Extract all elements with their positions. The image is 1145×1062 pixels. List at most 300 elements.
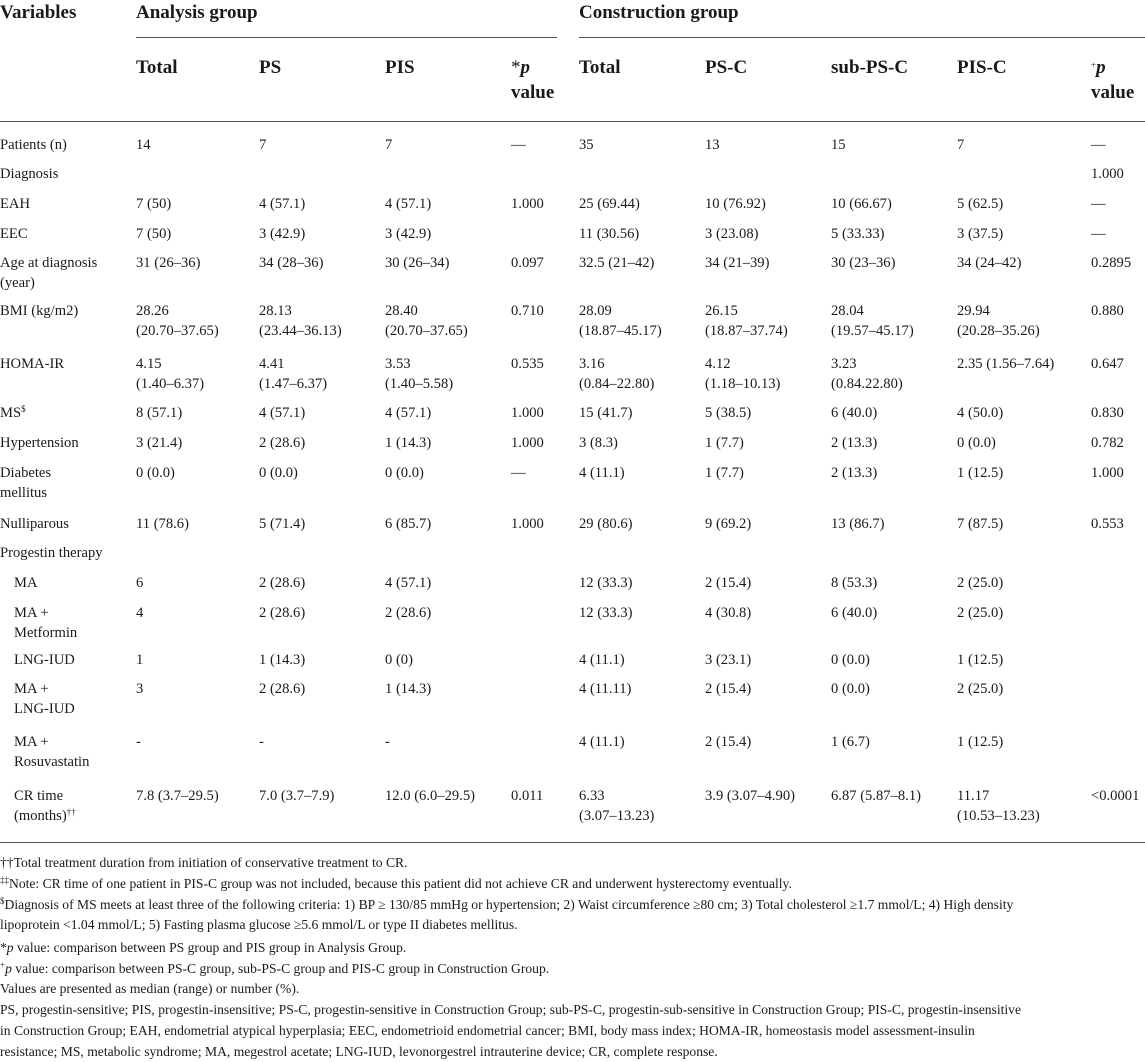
row-label [0, 404, 26, 424]
table-cell [511, 434, 544, 454]
table-cell [136, 136, 151, 156]
header-construction-group: Construction group [579, 2, 739, 23]
footnote-abbreviations-2: in Construction Group; EAH, endometrial atypical hyperplasia; EEC, endometrioid endometrial cancer; BMI, body mass index; HOMA-IR, homeostasis model assessment-insulin [0, 1023, 975, 1038]
row-label [0, 165, 58, 185]
table-cell [136, 733, 141, 753]
row-label-footnote-mark: †† [66, 806, 76, 817]
table-bottom-rule [0, 842, 1145, 843]
table-cell-line: 0 (0.0) [385, 465, 424, 481]
table-cell [1091, 464, 1124, 484]
table-cell-line: 0.830 [1091, 405, 1124, 421]
table-cell [136, 302, 219, 341]
table-cell [385, 651, 413, 671]
table-cell [579, 651, 625, 671]
footnote-abbreviations-1: PS, progestin-sensitive; PIS, progestin-insensitive; PS-C, progestin-sensitive in Construction Group; sub-PS-C, progestin-sub-sensitive in Construction Group; PIS-C, progestin-insensitive [0, 1002, 1022, 1017]
table-cell [136, 787, 219, 807]
table-cell [136, 604, 143, 624]
table-cell-line: 2 (13.3) [831, 465, 878, 481]
row-label-line: HOMA-IR [0, 356, 65, 372]
table-cell [385, 302, 468, 341]
row-label-line: Progestin therapy [0, 545, 103, 561]
table-cell [957, 574, 1003, 594]
table-cell-line: — [511, 137, 526, 153]
table-cell-line: 3 (23.1) [705, 652, 752, 668]
table-cell-line: 4 (11.1) [579, 652, 625, 668]
table-cell-line: 1.000 [511, 435, 544, 451]
header-variables: Variables [0, 2, 77, 23]
table-cell [136, 464, 175, 484]
row-label-line: CR time [14, 788, 64, 804]
table-cell [831, 733, 870, 753]
table-cell [385, 136, 392, 156]
footnote-p-construction: +p value: comparison between PS-C group, sub-PS-C group and PIS-C group in Construction Group. [0, 960, 550, 976]
footnote-ms-criteria: $Diagnosis of MS meets at least three of the following criteria: 1) BP ≥ 130/85 mmHg or hypertension; 2) Waist circumference ≥80 cm; 3) Total cholesterol ≥1.7 mmol/L; 4) High density [0, 896, 1014, 912]
table-cell-line: 0.710 [511, 303, 544, 319]
table-cell-line: 8 (57.1) [136, 405, 183, 421]
table-cell [957, 604, 1003, 624]
table-cell-line: 11.17 [957, 788, 990, 804]
row-label [0, 302, 78, 322]
table-cell-line: 6 (85.7) [385, 516, 432, 532]
table-cell-line: 7 [957, 137, 965, 153]
table-cell [957, 515, 1003, 535]
row-label [0, 434, 79, 454]
row-label-line: MS$ [0, 404, 26, 421]
table-cell-line: 29 (80.6) [579, 516, 633, 532]
row-label-line: Age at diagnosis [0, 255, 98, 271]
col-p-construction: +p [1091, 57, 1106, 78]
table-cell [259, 787, 334, 807]
table-cell [259, 680, 305, 700]
table-cell [511, 195, 544, 215]
table-cell-line: 2 (13.3) [831, 435, 878, 451]
table-cell-line: (0.84–22.80) [579, 375, 655, 392]
table-cell-line: 4 [136, 605, 144, 621]
table-cell-line: 1 (12.5) [957, 652, 1004, 668]
table-cell [579, 733, 625, 753]
table-cell-line: 3.23 [831, 356, 857, 372]
row-label-line: MA + [14, 734, 49, 750]
table-cell-line: 1 (12.5) [957, 465, 1004, 481]
footnote-p-analysis: *p value: comparison between PS group and PIS group in Analysis Group. [0, 940, 407, 955]
row-label-footnote-mark: $ [21, 404, 26, 414]
col-total-analysis: Total [136, 57, 178, 78]
table-cell-line: 7 (50) [136, 196, 172, 212]
table-cell-line: (1.47–6.37) [259, 375, 328, 392]
table-cell [705, 434, 744, 454]
table-cell-line: 4 (11.11) [579, 681, 632, 697]
table-cell-line: 3 (23.08) [705, 226, 759, 242]
table-cell-line: 2 (28.6) [259, 575, 306, 591]
table-cell [259, 434, 305, 454]
table-cell-line: 1 (6.7) [831, 734, 870, 750]
table-cell-line: 3 [136, 681, 144, 697]
table-cell [511, 302, 544, 322]
table-cell-line: 0 (0.0) [831, 681, 870, 697]
table-cell [957, 302, 1040, 341]
row-label [14, 574, 38, 594]
table-cell [385, 434, 431, 454]
table-cell [259, 225, 305, 245]
table-cell-line: 0.647 [1091, 356, 1124, 372]
table-cell-line: 2 (28.6) [385, 605, 432, 621]
table-cell [511, 787, 543, 807]
table-cell [831, 464, 877, 484]
table-cell-line: 12.0 (6.0–29.5) [385, 788, 475, 804]
table-cell-line: 13 [705, 137, 720, 153]
table-cell-line: 14 [136, 137, 151, 153]
table-cell-line: 4 (50.0) [957, 405, 1004, 421]
table-cell [136, 680, 143, 700]
table-cell-line: 4 (11.1) [579, 734, 625, 750]
table-cell-line: (19.57–45.17) [831, 322, 914, 339]
table-cell-line: 6.33 [579, 788, 605, 804]
table-cell-line: (18.87–45.17) [579, 322, 662, 339]
table-cell-line: (0.84.22.80) [831, 375, 903, 392]
header-bottom-rule [0, 121, 1145, 122]
table-cell-line: 28.13 [259, 303, 292, 319]
table-cell [705, 254, 769, 274]
construction-group-underline [579, 37, 1145, 38]
table-cell-line: 3 (42.9) [259, 226, 306, 242]
table-cell [136, 355, 204, 394]
analysis-group-underline [136, 37, 557, 38]
table-cell-line: (1.18–10.13) [705, 375, 781, 392]
col-p-analysis: *p [511, 57, 530, 78]
table-cell [705, 651, 751, 671]
row-label-line: (year) [0, 274, 35, 291]
table-cell [511, 464, 526, 484]
footnote-cr-time: ††Total treatment duration from initiation of conservative treatment to CR. [0, 855, 408, 870]
table-cell-line: 1 [136, 652, 144, 668]
table-cell-line: 0 (0.0) [831, 652, 870, 668]
table-cell-line: 15 [831, 137, 846, 153]
table-cell [579, 680, 631, 700]
table-cell [136, 195, 171, 215]
table-cell-line: 6 (40.0) [831, 405, 878, 421]
table-cell [259, 136, 266, 156]
table-cell [831, 225, 885, 245]
table-cell [705, 733, 751, 753]
table-cell-line: — [1091, 226, 1106, 242]
table-cell-line: 1.000 [1091, 166, 1124, 182]
table-cell [705, 604, 751, 624]
table-cell-line: 1 (14.3) [385, 681, 432, 697]
table-cell-line: 4 (30.8) [705, 605, 752, 621]
table-cell-line: 2 (25.0) [957, 575, 1004, 591]
table-cell [259, 574, 305, 594]
row-label-line: Hypertension [0, 435, 79, 451]
table-cell-line: 0 (0.0) [957, 435, 996, 451]
table-cell [831, 434, 877, 454]
col-sub-ps-c: sub-PS-C [831, 57, 909, 78]
table-cell-line: 28.40 [385, 303, 418, 319]
table-cell-line: 0.782 [1091, 435, 1124, 451]
table-cell-line: 12 (33.3) [579, 605, 633, 621]
table-cell [385, 515, 431, 535]
table-cell-line: 1.000 [511, 196, 544, 212]
table-cell-line: 1.000 [511, 516, 544, 532]
table-cell-line: 25 (69.44) [579, 196, 640, 212]
table-cell [136, 515, 189, 535]
table-cell-line: 12 (33.3) [579, 575, 633, 591]
table-cell [705, 195, 766, 215]
table-cell-line: 1 (12.5) [957, 734, 1004, 750]
footnote-pis-c-note: ‡‡Note: CR time of one patient in PIS-C group was not included, because this patient did not achieve CR and underwent hysterectomy eventually. [0, 875, 792, 891]
table-cell-line: (1.40–5.58) [385, 375, 454, 392]
table-cell [705, 464, 744, 484]
table-cell-line: (10.53–13.23) [957, 807, 1040, 824]
table-cell-line: (1.40–6.37) [136, 375, 205, 392]
row-label [14, 680, 75, 719]
row-label [0, 195, 30, 215]
table-cell [579, 787, 654, 826]
table-cell [957, 464, 1003, 484]
footnote-abbreviations-3: resistance; MS, metabolic syndrome; MA, megestrol acetate; LNG-IUD, levonorgestrel intrauterine device; CR, complete response. [0, 1044, 718, 1059]
table-cell-line: 3.53 [385, 356, 411, 372]
table-cell [957, 733, 1003, 753]
table-cell [579, 404, 633, 424]
table-cell [1091, 787, 1139, 807]
table-cell-line: 3 (37.5) [957, 226, 1004, 242]
table-cell-line: 4 (57.1) [385, 575, 432, 591]
col-total-construction: Total [579, 57, 621, 78]
table-cell [1091, 355, 1124, 375]
table-cell [385, 254, 449, 274]
table-cell-line: 0.011 [511, 788, 544, 804]
table-cell [831, 515, 885, 535]
table-cell [259, 404, 305, 424]
table-cell-line: 31 (26–36) [136, 255, 201, 271]
table-cell-line: 7 [259, 137, 267, 153]
table-cell-line: 15 (41.7) [579, 405, 633, 421]
table-cell [957, 680, 1003, 700]
table-cell-line: <0.0001 [1091, 788, 1140, 804]
table-cell-line: 2 (25.0) [957, 681, 1004, 697]
table-cell [1091, 165, 1124, 185]
table-cell [831, 651, 870, 671]
table-cell [259, 355, 327, 394]
table-cell-line: 2 (15.4) [705, 681, 752, 697]
table-cell-line: 3.9 (3.07–4.90) [705, 788, 795, 804]
table-cell [136, 225, 171, 245]
table-cell [831, 355, 903, 394]
table-cell [1091, 136, 1106, 156]
table-cell-line: — [511, 465, 526, 481]
col-pis-c: PIS-C [957, 57, 1007, 78]
table-cell-line: - [136, 734, 141, 750]
table-cell-line: — [1091, 196, 1106, 212]
table-cell-line: 2 (28.6) [259, 435, 306, 451]
table-cell [705, 136, 720, 156]
table-cell-line: 1.000 [511, 405, 544, 421]
table-cell [136, 434, 182, 454]
table-cell-line: 7.0 (3.7–7.9) [259, 788, 335, 804]
table-cell [579, 604, 633, 624]
table-cell [385, 195, 431, 215]
table-cell [705, 355, 780, 394]
table-cell-line: 8 (53.3) [831, 575, 878, 591]
row-label-line: EAH [0, 196, 30, 212]
table-cell-line: 10 (76.92) [705, 196, 766, 212]
col-ps: PS [259, 57, 282, 78]
table-cell [511, 355, 544, 375]
table-cell [579, 355, 654, 394]
table-cell [385, 787, 475, 807]
table-cell [385, 355, 453, 394]
table-cell [705, 225, 759, 245]
table-cell [1091, 254, 1131, 274]
table-cell [579, 574, 633, 594]
row-label [0, 254, 97, 293]
table-cell [259, 302, 342, 341]
table-cell-line: 6 (40.0) [831, 605, 878, 621]
row-label-line: BMI (kg/m2) [0, 303, 79, 319]
footnote-values: Values are presented as median (range) or number (%). [0, 981, 300, 996]
table-cell [136, 574, 143, 594]
table-cell-line: 5 (62.5) [957, 196, 1004, 212]
table-cell-line: — [1091, 137, 1106, 153]
row-label-line: Diabetes [0, 465, 52, 481]
col-pis: PIS [385, 57, 415, 78]
table-cell-line: 28.26 [136, 303, 169, 319]
table-cell-line: 34 (21–39) [705, 255, 770, 271]
table-cell-line: 6.87 (5.87–8.1) [831, 788, 921, 804]
table-cell-line: - [259, 734, 264, 750]
table-cell [957, 651, 1003, 671]
table-cell [705, 404, 751, 424]
table-cell-line: 0.097 [511, 255, 544, 271]
table-cell-line: 28.04 [831, 303, 864, 319]
table-cell [705, 787, 795, 807]
row-label [0, 515, 69, 535]
table-cell [259, 604, 305, 624]
table-cell [957, 254, 1021, 274]
table-cell-line: (18.87–37.74) [705, 322, 788, 339]
table-cell [1091, 195, 1106, 215]
table-cell-line: 1 (14.3) [259, 652, 306, 668]
table-cell-line: 0.535 [511, 356, 544, 372]
table-cell [511, 136, 526, 156]
table-cell-line: (23.44–36.13) [259, 322, 342, 339]
table-cell [385, 404, 431, 424]
row-label [14, 733, 89, 772]
row-label-line: mellitus [0, 484, 48, 501]
table-cell-line: 26.15 [705, 303, 738, 319]
table-cell [1091, 302, 1124, 322]
table-cell-line: 10 (66.67) [831, 196, 892, 212]
table-cell-line: 3 (8.3) [579, 435, 618, 451]
table-cell-line: 2 (28.6) [259, 605, 306, 621]
table-cell-line: 4.15 [136, 356, 162, 372]
table-cell [259, 733, 264, 753]
table-cell-line: 11 (78.6) [136, 516, 189, 532]
table-cell-line: 7 [385, 137, 393, 153]
table-cell-line: 11 (30.56) [579, 226, 640, 242]
table-cell [385, 574, 431, 594]
row-label [0, 355, 64, 375]
table-cell [259, 651, 305, 671]
table-cell-line: 32.5 (21–42) [579, 255, 655, 271]
table-cell-line: 0 (0.0) [259, 465, 298, 481]
table-cell-line: 0.553 [1091, 516, 1124, 532]
table-cell-line: 5 (33.33) [831, 226, 885, 242]
table-cell-line: 3 (21.4) [136, 435, 183, 451]
table-cell [259, 464, 298, 484]
row-label [0, 544, 103, 564]
table-cell-line: 2 (28.6) [259, 681, 306, 697]
table-cell [705, 515, 751, 535]
table-cell [136, 651, 143, 671]
table-cell [1091, 515, 1124, 535]
table-cell [705, 574, 751, 594]
table-cell [831, 302, 914, 341]
table-cell [579, 254, 654, 274]
table-cell [1091, 434, 1124, 454]
table-cell [831, 787, 921, 807]
table-cell [579, 464, 625, 484]
row-label-line: Patients (n) [0, 137, 67, 153]
table-cell-line: 28.09 [579, 303, 612, 319]
table-cell [259, 515, 305, 535]
table-cell-line: 5 (71.4) [259, 516, 306, 532]
table-cell-line: 35 [579, 137, 594, 153]
col-p-construction-value: value [1091, 82, 1135, 103]
table-cell [705, 680, 751, 700]
table-cell [957, 195, 1003, 215]
table-cell-line: 34 (28–36) [259, 255, 324, 271]
table-cell-line: (20.70–37.65) [136, 322, 219, 339]
table-cell [511, 515, 544, 535]
table-cell [136, 404, 182, 424]
table-cell-line: 4 (57.1) [259, 196, 306, 212]
table-cell [1091, 225, 1106, 245]
table-cell-line: 2 (15.4) [705, 575, 752, 591]
table-cell [579, 225, 639, 245]
table-cell-line: 4 (57.1) [385, 405, 432, 421]
table-cell-line: 3.16 [579, 356, 605, 372]
row-label-line: LNG-IUD [14, 700, 75, 717]
col-p-analysis-value: value [511, 82, 555, 103]
table-cell-line: 6 [136, 575, 144, 591]
row-label [14, 787, 76, 826]
row-label [0, 136, 67, 156]
table-cell-line: 7.8 (3.7–29.5) [136, 788, 219, 804]
table-cell [831, 195, 892, 215]
table-cell-line: 1 (7.7) [705, 465, 744, 481]
row-label-line: Metformin [14, 624, 78, 641]
table-cell [957, 225, 1003, 245]
row-label-line: EEC [0, 226, 28, 242]
table-cell [957, 434, 996, 454]
col-ps-c: PS-C [705, 57, 748, 78]
row-label-line: Rosuvastatin [14, 753, 90, 770]
table-cell [705, 302, 788, 341]
table-cell [957, 787, 1040, 826]
table-cell [579, 136, 594, 156]
table-cell [511, 254, 544, 274]
table-cell-line: 0.880 [1091, 303, 1124, 319]
table-cell-line: 30 (26–34) [385, 255, 450, 271]
table-cell [259, 195, 305, 215]
table-cell-line: 2 (25.0) [957, 605, 1004, 621]
row-label-line: Diagnosis [0, 166, 59, 182]
table-cell-line: 4 (57.1) [259, 405, 306, 421]
table-cell [1091, 404, 1124, 424]
table-cell-line: 0.2895 [1091, 255, 1132, 271]
table-cell-line: 2.35 (1.56–7.64) [957, 356, 1055, 372]
table-cell-line: 30 (23–36) [831, 255, 896, 271]
